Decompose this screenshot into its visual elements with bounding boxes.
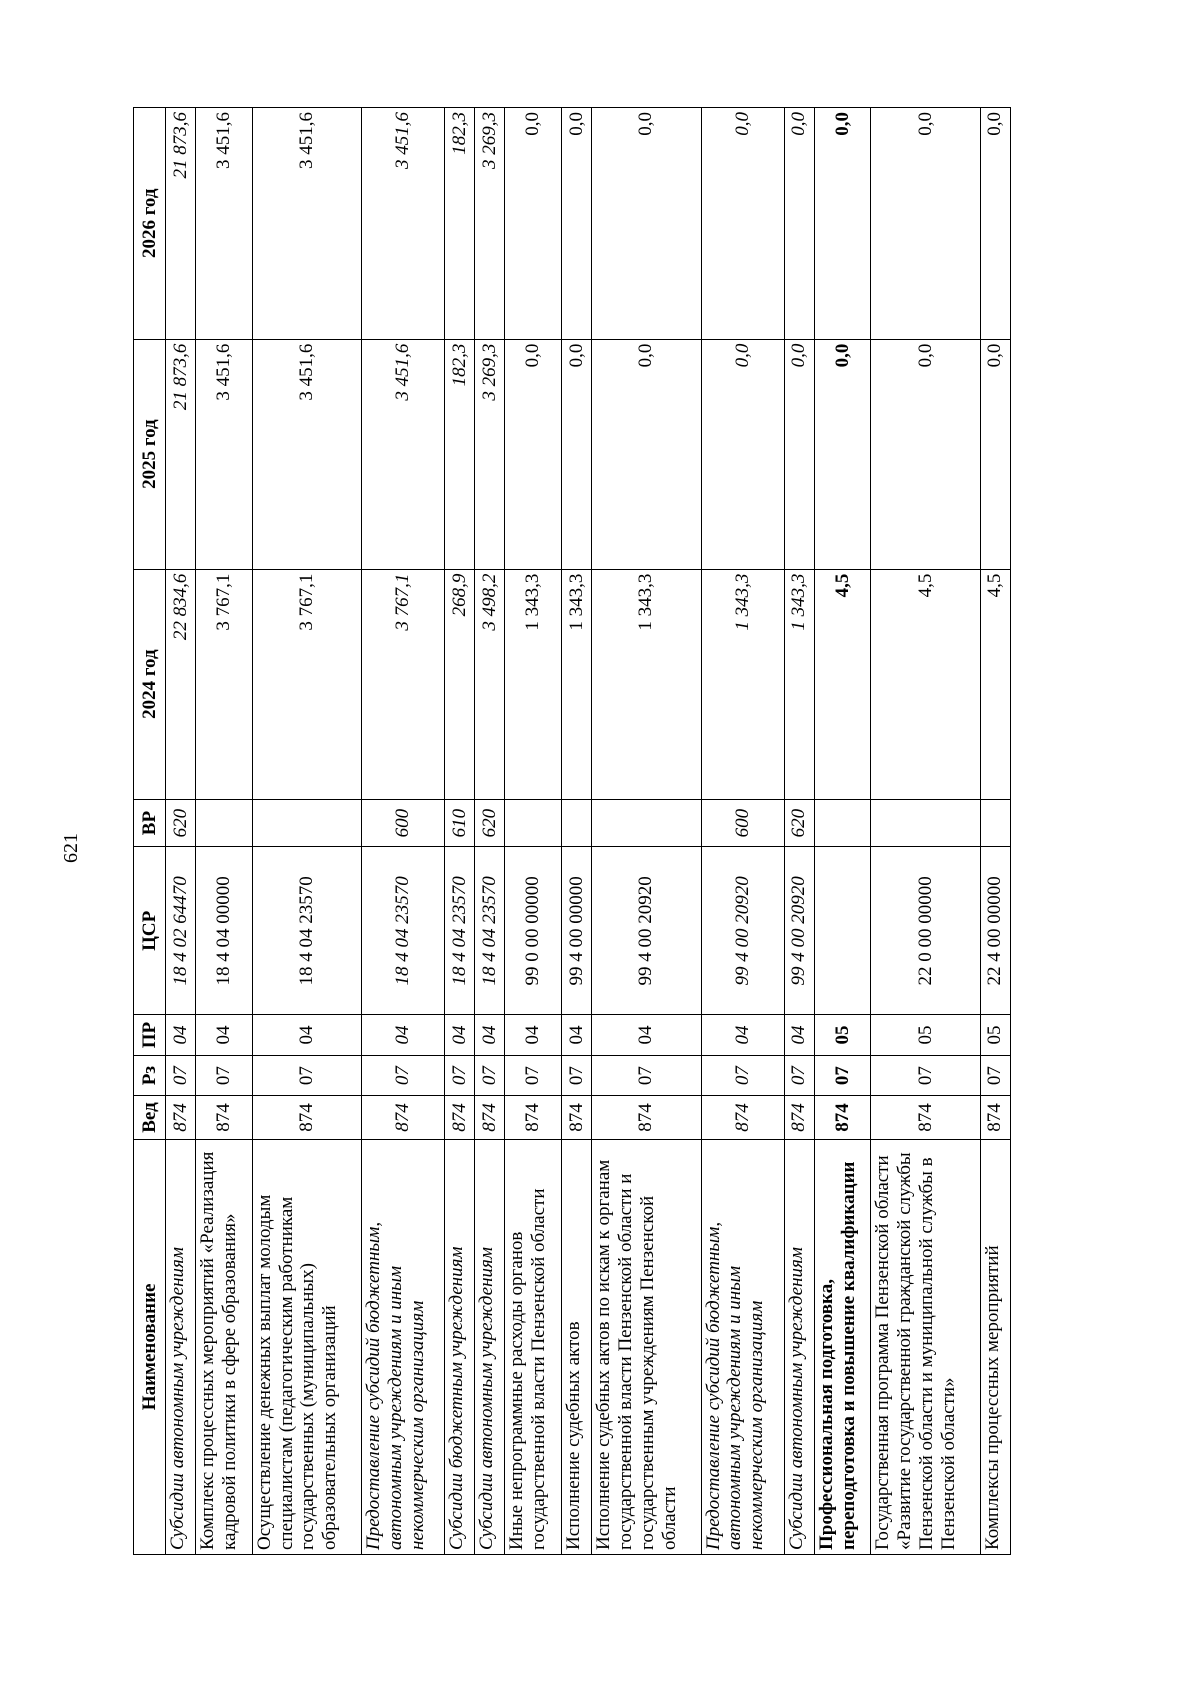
cell-vr <box>592 799 702 847</box>
cell-2026: 3 451,6 <box>252 108 362 340</box>
cell-vr: 600 <box>701 799 784 847</box>
cell-2026: 0,0 <box>784 108 814 340</box>
cell-2025: 0,0 <box>505 339 562 569</box>
cell-pr: 05 <box>814 1015 871 1056</box>
cell-csr: 18 4 04 00000 <box>196 847 253 1015</box>
cell-csr: 99 4 00 20920 <box>784 847 814 1015</box>
col-header-rz: Рз <box>134 1055 166 1096</box>
cell-csr: 99 0 00 00000 <box>505 847 562 1015</box>
cell-name: Субсидии автономным учреждениям <box>166 1139 196 1554</box>
cell-rz: 07 <box>701 1055 784 1096</box>
cell-2026: 0,0 <box>561 108 591 340</box>
cell-pr: 04 <box>475 1015 505 1056</box>
budget-table <box>133 107 1011 1555</box>
cell-2025: 0,0 <box>814 339 871 569</box>
cell-name: Иные непрограммные расходы органов государственной власти Пензенской области <box>505 1139 562 1554</box>
cell-vr <box>252 799 362 847</box>
cell-vr <box>561 799 591 847</box>
cell-rz: 07 <box>196 1055 253 1096</box>
table-row <box>701 108 784 1555</box>
cell-ved: 874 <box>814 1096 871 1139</box>
table-row <box>166 108 196 1555</box>
cell-2026: 3 269,3 <box>475 108 505 340</box>
cell-ved: 874 <box>980 1096 1010 1139</box>
table-row <box>196 108 253 1555</box>
cell-2024: 4,5 <box>871 569 981 799</box>
col-header-csr: ЦСР <box>134 847 166 1015</box>
cell-name: Предоставление субсидий бюджетным, автономным учреждениям и иным некоммерческим организациям <box>701 1139 784 1554</box>
table-header-row <box>134 108 166 1555</box>
table-row <box>362 108 445 1555</box>
cell-2026: 0,0 <box>592 108 702 340</box>
cell-2026: 0,0 <box>505 108 562 340</box>
cell-2024: 1 343,3 <box>505 569 562 799</box>
cell-2024: 3 767,1 <box>362 569 445 799</box>
table-row <box>592 108 702 1555</box>
cell-pr: 04 <box>196 1015 253 1056</box>
cell-rz: 07 <box>475 1055 505 1096</box>
cell-vr <box>196 799 253 847</box>
cell-pr: 04 <box>252 1015 362 1056</box>
cell-rz: 07 <box>561 1055 591 1096</box>
cell-2024: 1 343,3 <box>784 569 814 799</box>
cell-vr: 620 <box>475 799 505 847</box>
table-row <box>871 108 981 1555</box>
cell-ved: 874 <box>871 1096 981 1139</box>
cell-ved: 874 <box>561 1096 591 1139</box>
cell-2024: 4,5 <box>980 569 1010 799</box>
col-header-pr: ПР <box>134 1015 166 1056</box>
cell-2024: 1 343,3 <box>701 569 784 799</box>
cell-2025: 0,0 <box>784 339 814 569</box>
table-row <box>445 108 475 1555</box>
cell-2026: 0,0 <box>980 108 1010 340</box>
cell-csr: 99 4 00 20920 <box>701 847 784 1015</box>
cell-csr: 18 4 04 23570 <box>475 847 505 1015</box>
cell-2026: 0,0 <box>871 108 981 340</box>
page-number: 621 <box>60 833 82 863</box>
cell-vr <box>814 799 871 847</box>
cell-rz: 07 <box>252 1055 362 1096</box>
cell-rz: 07 <box>362 1055 445 1096</box>
cell-pr: 04 <box>784 1015 814 1056</box>
cell-csr: 18 4 04 23570 <box>362 847 445 1015</box>
cell-pr: 04 <box>592 1015 702 1056</box>
col-header-2024: 2024 год <box>134 569 166 799</box>
cell-rz: 07 <box>784 1055 814 1096</box>
cell-ved: 874 <box>505 1096 562 1139</box>
cell-vr <box>871 799 981 847</box>
cell-pr: 04 <box>701 1015 784 1056</box>
cell-csr: 18 4 04 23570 <box>252 847 362 1015</box>
cell-name: Субсидии автономным учреждениям <box>784 1139 814 1554</box>
cell-2025: 3 451,6 <box>196 339 253 569</box>
cell-csr: 18 4 04 23570 <box>445 847 475 1015</box>
cell-ved: 874 <box>196 1096 253 1139</box>
table-row <box>980 108 1010 1555</box>
cell-2024: 22 834,6 <box>166 569 196 799</box>
cell-rz: 07 <box>166 1055 196 1096</box>
cell-2025: 0,0 <box>980 339 1010 569</box>
cell-2026: 182,3 <box>445 108 475 340</box>
table-row <box>475 108 505 1555</box>
cell-2025: 182,3 <box>445 339 475 569</box>
cell-2025: 21 873,6 <box>166 339 196 569</box>
cell-vr <box>980 799 1010 847</box>
cell-name: Осуществление денежных выплат молодым специалистам (педагогическим работникам государственных (муниципальных) образовательных организаций <box>252 1139 362 1554</box>
col-header-name: Наименование <box>134 1139 166 1554</box>
table-row <box>252 108 362 1555</box>
cell-rz: 07 <box>980 1055 1010 1096</box>
cell-name: Предоставление субсидий бюджетным, автономным учреждениям и иным некоммерческим организациям <box>362 1139 445 1554</box>
cell-name: Субсидии автономным учреждениям <box>475 1139 505 1554</box>
cell-2024: 1 343,3 <box>561 569 591 799</box>
cell-csr: 18 4 02 64470 <box>166 847 196 1015</box>
cell-rz: 07 <box>871 1055 981 1096</box>
cell-rz: 07 <box>814 1055 871 1096</box>
cell-pr: 05 <box>871 1015 981 1056</box>
cell-name: Исполнение судебных актов <box>561 1139 591 1554</box>
cell-ved: 874 <box>784 1096 814 1139</box>
cell-pr: 04 <box>561 1015 591 1056</box>
cell-ved: 874 <box>592 1096 702 1139</box>
col-header-ved: Вед <box>134 1096 166 1139</box>
table-row <box>505 108 562 1555</box>
cell-pr: 04 <box>166 1015 196 1056</box>
cell-csr: 99 4 00 00000 <box>561 847 591 1015</box>
cell-2024: 3 767,1 <box>252 569 362 799</box>
cell-2024: 3 767,1 <box>196 569 253 799</box>
cell-name: Профессиональная подготовка, переподготовка и повышение квалификации <box>814 1139 871 1554</box>
cell-vr <box>505 799 562 847</box>
cell-rz: 07 <box>445 1055 475 1096</box>
cell-ved: 874 <box>701 1096 784 1139</box>
cell-2024: 4,5 <box>814 569 871 799</box>
cell-2025: 0,0 <box>592 339 702 569</box>
cell-vr: 620 <box>784 799 814 847</box>
cell-2026: 0,0 <box>701 108 784 340</box>
cell-rz: 07 <box>592 1055 702 1096</box>
cell-2024: 268,9 <box>445 569 475 799</box>
cell-ved: 874 <box>166 1096 196 1139</box>
cell-pr: 05 <box>980 1015 1010 1056</box>
cell-ved: 874 <box>475 1096 505 1139</box>
cell-vr: 600 <box>362 799 445 847</box>
cell-csr <box>814 847 871 1015</box>
cell-2026: 0,0 <box>814 108 871 340</box>
cell-ved: 874 <box>362 1096 445 1139</box>
budget-table-container <box>133 107 1011 1555</box>
cell-csr: 22 0 00 00000 <box>871 847 981 1015</box>
cell-csr: 99 4 00 20920 <box>592 847 702 1015</box>
cell-2026: 21 873,6 <box>166 108 196 340</box>
table-row <box>814 108 871 1555</box>
col-header-2025: 2025 год <box>134 339 166 569</box>
table-row <box>561 108 591 1555</box>
cell-ved: 874 <box>445 1096 475 1139</box>
cell-csr: 22 4 00 00000 <box>980 847 1010 1015</box>
cell-2025: 3 269,3 <box>475 339 505 569</box>
cell-2025: 0,0 <box>701 339 784 569</box>
cell-2025: 3 451,6 <box>362 339 445 569</box>
cell-name: Исполнение судебных актов по искам к органам государственной власти Пензенской области и государственным учреждениям Пензенской области <box>592 1139 702 1554</box>
cell-pr: 04 <box>362 1015 445 1056</box>
cell-2025: 0,0 <box>561 339 591 569</box>
col-header-2026: 2026 год <box>134 108 166 340</box>
cell-name: Комплексы процессных мероприятий <box>980 1139 1010 1554</box>
cell-name: Субсидии бюджетным учреждениям <box>445 1139 475 1554</box>
cell-2024: 1 343,3 <box>592 569 702 799</box>
col-header-vr: ВР <box>134 799 166 847</box>
cell-pr: 04 <box>505 1015 562 1056</box>
cell-2026: 3 451,6 <box>196 108 253 340</box>
cell-2024: 3 498,2 <box>475 569 505 799</box>
cell-rz: 07 <box>505 1055 562 1096</box>
cell-pr: 04 <box>445 1015 475 1056</box>
cell-2025: 0,0 <box>871 339 981 569</box>
cell-2025: 3 451,6 <box>252 339 362 569</box>
cell-vr: 610 <box>445 799 475 847</box>
table-row <box>784 108 814 1555</box>
cell-ved: 874 <box>252 1096 362 1139</box>
cell-name: Комплекс процессных мероприятий «Реализация кадровой политики в сфере образования» <box>196 1139 253 1554</box>
cell-2026: 3 451,6 <box>362 108 445 340</box>
cell-vr: 620 <box>166 799 196 847</box>
cell-name: Государственная программа Пензенской области «Развитие государственной гражданской службы Пензенской области и муниципальной службы в Пензенской области» <box>871 1139 981 1554</box>
